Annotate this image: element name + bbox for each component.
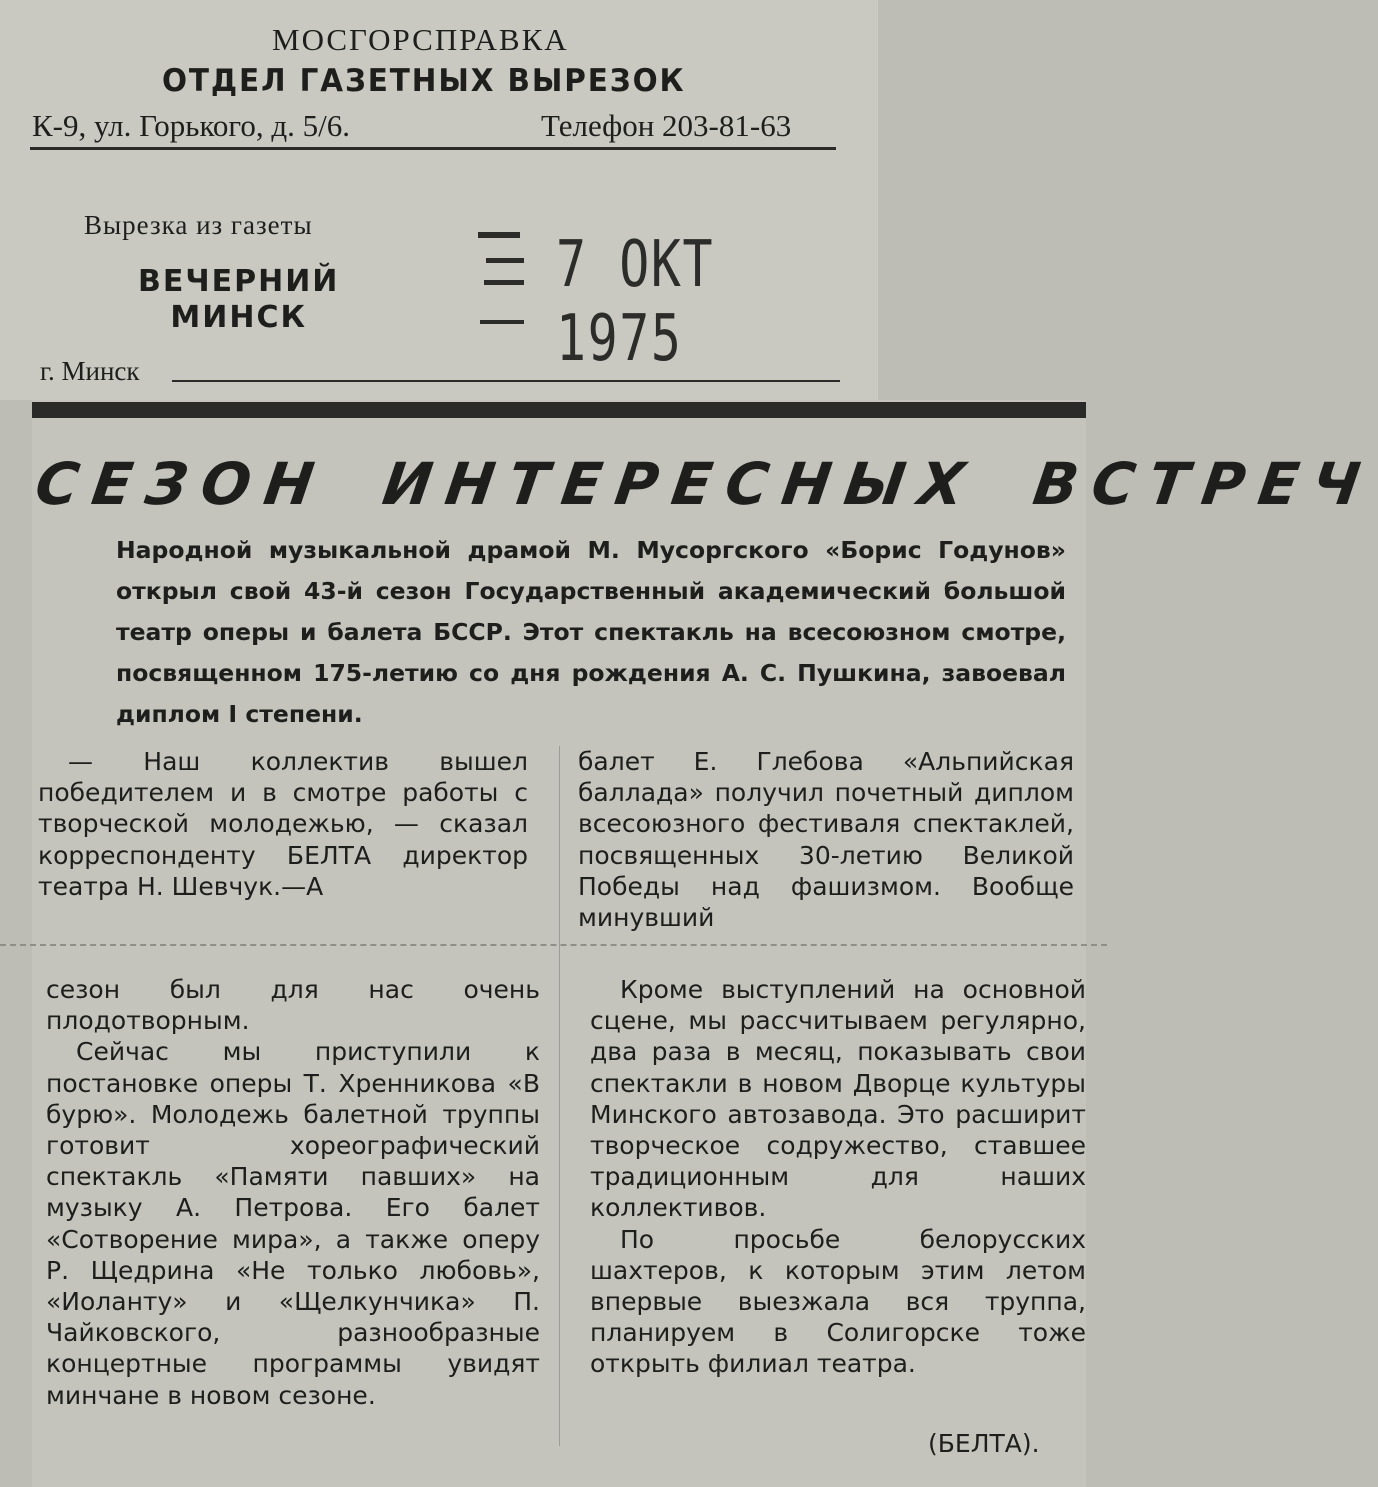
newspaper-city: г. Минск xyxy=(40,356,140,386)
article-headline: СЕЗОН ИНТЕРЕСНЫХ ВСТРЕЧ xyxy=(31,450,1378,518)
stamp-divider xyxy=(30,147,836,150)
clipping-stamp xyxy=(0,0,878,400)
bureau-name: МОСГОРСПРАВКА xyxy=(272,22,569,57)
newspaper-name-line1: ВЕЧЕРНИЙ xyxy=(138,264,340,299)
date-stamp-mark xyxy=(478,232,520,238)
article-paragraph: — Наш коллектив вышел победителем и в смотре работы с творческой молодежью, — сказал корреспонденту БЕЛТА директор театра Н. Шевчук.—А xyxy=(38,747,528,901)
clipping-seam xyxy=(0,944,1107,946)
article-paragraph: балет Е. Глебова «Альпийская баллада» получил почетный диплом всесоюзного фестиваля спектаклей, посвященных 30-летию Великой Победы над фашизмом. Вообще минувший xyxy=(578,747,1074,933)
article-column-3 xyxy=(46,974,540,1411)
bureau-address: К-9, ул. Горького, д. 5/6. xyxy=(32,108,351,143)
article-paragraph: По просьбе белорусских шахтеров, к которым этим летом впервые выезжала вся труппа, планируем в Солигорске тоже открыть филиал театра. xyxy=(590,1224,1086,1379)
clipping-date-stamp: 7 ОКТ 1975 xyxy=(556,228,715,376)
bureau-phone: Телефон 203-81-63 xyxy=(541,108,792,143)
article-column-1 xyxy=(38,746,528,902)
article-source: (БЕЛТА). xyxy=(928,1429,1040,1458)
article-paragraph: Сейчас мы приступили к постановке оперы Т. Хренникова «В бурю». Молодежь балетной труппы готовит хореографический спектакль «Памяти павших» на музыку А. Петрова. Его балет «Сотворение мира», а также оперу Р. Щедрина «Не только любовь», «Иоланту» и «Щелкунчика» П. Чайковского, разнообразные концертные программы увидят минчане в новом сезоне. xyxy=(46,1037,540,1410)
date-stamp-mark xyxy=(486,258,524,263)
article-top-bar xyxy=(32,402,1086,418)
city-underline xyxy=(172,380,840,382)
article-paragraph: сезон был для нас очень плодотворным. xyxy=(46,975,540,1036)
newspaper-name xyxy=(138,264,339,336)
clipping-from-label: Вырезка из газеты xyxy=(84,210,313,240)
date-stamp-mark xyxy=(480,320,524,324)
article-paragraph: Кроме выступлений на основной сцене, мы рассчитываем регулярно, два раза в месяц, показывать свои спектакли в новом Дворце культуры Минского автозавода. Это расширит творческое содружество, ставшее традиционным для наших коллективов. xyxy=(590,975,1086,1223)
article-lead: Народной музыкальной драмой М. Мусоргского «Борис Годунов» открыл свой 43-й сезон Государственный академический большой театр оперы и балета БССР. Этот спектакль на всесоюзном смотре, посвященном 175-летию со дня рождения А. С. Пушкина, завоевал диплом I степени. xyxy=(116,536,1066,728)
date-stamp-mark xyxy=(484,280,524,285)
department-name: ОТДЕЛ ГАЗЕТНЫХ ВЫРЕЗОК xyxy=(162,63,686,99)
article-column-2 xyxy=(578,746,1074,933)
article-column-4 xyxy=(590,974,1086,1380)
column-divider xyxy=(559,746,560,1446)
newspaper-name-line2: МИНСК xyxy=(170,300,307,335)
